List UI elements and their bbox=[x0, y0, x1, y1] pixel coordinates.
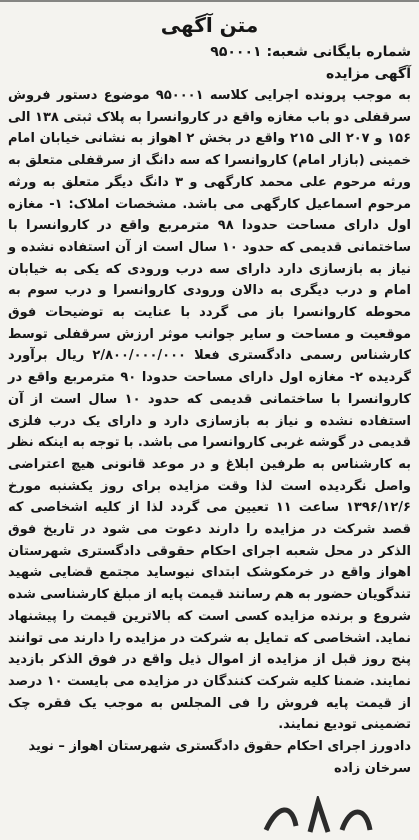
top-rule bbox=[0, 0, 419, 2]
registration-number: شماره بایگانی شعبه: ۹۵۰۰۰۱ bbox=[210, 44, 411, 60]
notice-title: متن آگهی bbox=[160, 13, 259, 37]
stamp-glyph-icon bbox=[258, 796, 378, 836]
notice-body: به موجب پرونده اجرایی کلاسه ۹۵۰۰۰۱ موضوع دستور فروش سرقفلی دو باب مغازه واقع در کاروانسرا به پلاک ثبتی ۱۳۸ الی ۱۵۶ و ۲۰۷ الی ۲۱۵ واقع در بخش ۲ اهواز به نشانی خیابان امام خمینی (بازار امام) کاروانسرا که سه دانگ از سرقفلی متعلق به ورثه مرحوم علی محمد کارگهی و ۳ دانگ دیگر متعلق به ورثه مرحوم اسماعیل کارگهی می باشد. مشخصات املاک: ۱- مغازه اول دارای مساحت حدودا ۹۸ مترمربع واقع در کاروانسرا با ساختمانی قدیمی که حدود ۱۰ سال است از آن استفاده نشده و نیاز به بازسازی دارد دارای سه درب ورودی که یکی به خیابان امام و درب دیگری به دالان ورودی کاروانسرا و درب سوم به محوطه کاروانسرا باز می گردد با عنایت به توضیحات فوق موقعیت و مساحت و سایر جوانب موثر ارزش سرقفلی توسط کارشناس رسمی دادگستری فعلا ۲/۸۰۰/۰۰۰/۰۰۰ ریال برآورد گردیده ۲- مغازه اول دارای مساحت حدودا ۹۰ مترمربع واقع در کاروانسرا با ساختمانی قدیمی که حدود ۱۰ سال است از آن استفاده نشده و نیاز به بازسازی دارد و دارای یک درب فلزی قدیمی در گوشه غربی کاروانسرا می باشد. با توجه به اینکه نظر به کارشناس به طرفین ابلاغ و در موعد قانونی هیچ اعتراضی واصل نگردیده است لذا وقت مزایده برای روز یکشنبه مورخ ۱۳۹۶/۱۲/۶ ساعت ۱۱ تعیین می گردد لذا از کلیه اشخاصی که قصد شرکت در مزایده را دارند دعوت می شود در تاریخ فوق الذکر در محل شعبه اجرای احکام حقوقی دادگستری شهرستان اهواز واقع در خرمکوشک ابتدای نیوساید مجتمع قضایی شهید تندگویان حضور به هم رسانند قیمت پایه از مبلغ کارشناسی شده شروع و برنده مزایده کسی است که بالاترین قیمت را پیشنهاد نماید. اشخاصی که تمایل به شرکت در مزایده را دارند می توانند پنج روز قبل از مزایده از اموال ذیل واقع در فوق الذکر بازدید نمایند. ضمنا کلیه شرکت کنندگان در مزایده می بایست ۱۰ درصد از قیمت پایه فروش را فی المجلس به موجب یک فقره چک تضمینی تودیع نمایند. bbox=[8, 88, 412, 733]
auction-heading: آگهی مزایده bbox=[325, 65, 411, 82]
notice-signature: دادورز اجرای احکام حقوق دادگستری شهرستان اهواز – نوید سرخان زاده bbox=[28, 739, 411, 776]
